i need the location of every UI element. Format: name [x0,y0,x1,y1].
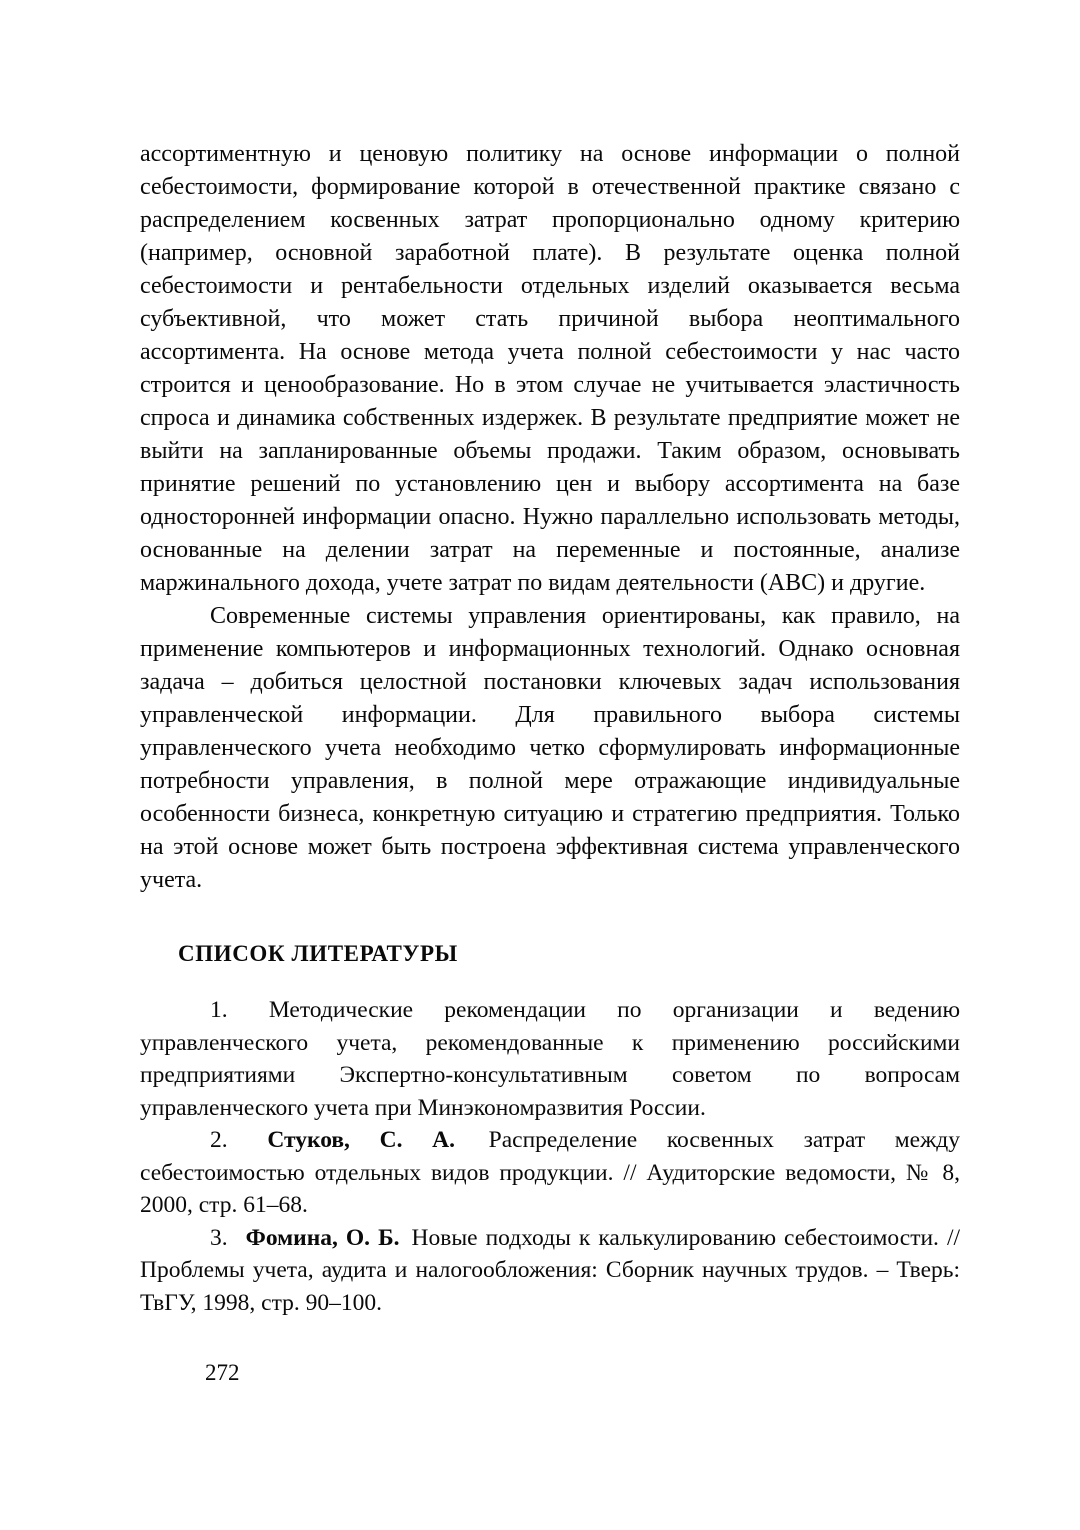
reference-text: Распределение косвенных затрат между себестоимостью отдельных видов продукции. // Аудиторские ведомости, № 8, 2000, стр. 61–68. [140,1127,961,1218]
reference-text: Новые подходы к калькулированию себестоимости. // Проблемы учета, аудита и налогообложения: Сборник научных трудов. – Тверь: ТвГУ, 1998, стр. 90–100. [140,1224,961,1316]
page-number: 272 [205,1360,240,1385]
body-paragraph: Современные системы управления ориентированы, как правило, на применение компьютеров и информационных технологий. Однако основная задача – добиться целостной постановки ключевых задач использования управленческой информации. Для правильного выбора системы управленческого учета необходимо четко сформулировать информационные потребности управления, в полной мере отражающие индивидуальные особенности бизнеса, конкретную ситуацию и стратегию предприятия. Только на этой основе может быть построена эффективная система управленческого учета. [140,603,960,893]
reference-author: Фомина, О. Б. [245,1224,400,1251]
reference-number: 3. [210,1224,228,1251]
bibliography-heading: СПИСОК ЛИТЕРАТУРЫ [178,941,458,966]
reference-item [140,1222,960,1320]
reference-item [140,1124,960,1222]
reference-number: 2. [210,1127,228,1153]
reference-author: Стуков, С. А. [267,1127,455,1153]
reference-number: 1. [210,997,228,1023]
body-paragraph-continuation: ассортиментную и ценовую политику на основе информации о полной себестоимости, формирование которой в отечественной практике связано с распределением косвенных затрат пропорционально одному критерию (например, основной заработной плате). В результате оценка полной себестоимости и рентабельности отдельных изделий оказывается весьма субъективной, что может стать причиной выбора неоптимального ассортимента. На основе метода учета полной себестоимости у нас часто строится и ценообразование. Но в этом случае не учитывается эластичность спроса и динамика собственных издержек. В результате предприятие может не выйти на запланированные объемы продажи. Таким образом, основывать принятие решений по установлению цен и выбору ассортимента на базе односторонней информации опасно. Нужно параллельно использовать методы, основанные на делении затрат на переменные и постоянные, анализе маржинального дохода, учете затрат по видам деятельности (АВС) и другие. [140,141,960,596]
reference-text: Методические рекомендации по организации и ведению управленческого учета, рекомендованные к применению российскими предприятиями Экспертно-консультативным советом по вопросам управленческого учета при Минэкономразвития России. [140,997,961,1121]
reference-item [140,994,960,1124]
